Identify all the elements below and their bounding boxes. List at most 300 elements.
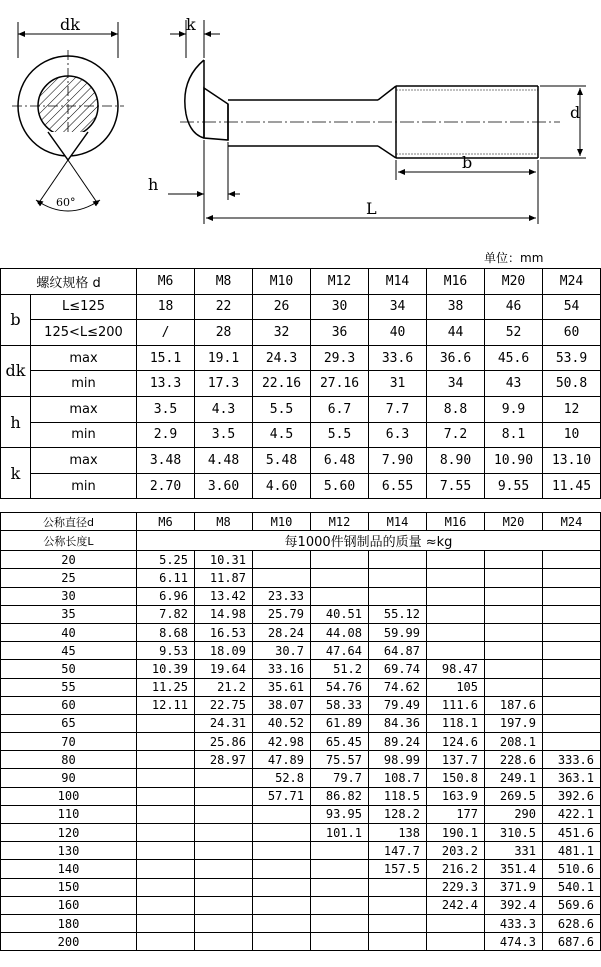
mass-value	[427, 642, 485, 660]
spec-value: 9.9	[485, 396, 543, 422]
mass-value	[137, 914, 195, 932]
mass-value	[195, 878, 253, 896]
spec-group-label: h	[1, 396, 31, 447]
spec-value: 3.60	[195, 473, 253, 499]
mass-value: 18.09	[195, 642, 253, 660]
mass-row	[1, 660, 601, 678]
spec-header-label: 螺纹规格 d	[1, 269, 137, 295]
mass-row	[1, 587, 601, 605]
mass-table	[0, 512, 601, 951]
mass-value: 118.1	[427, 714, 485, 732]
mass-value: 137.7	[427, 751, 485, 769]
spec-value: 6.7	[311, 396, 369, 422]
mass-value: 163.9	[427, 787, 485, 805]
mass-row	[1, 842, 601, 860]
mass-header-row	[1, 513, 601, 531]
mass-value: 65.45	[311, 733, 369, 751]
side-view	[168, 20, 586, 224]
spec-value: 10.90	[485, 448, 543, 474]
d-label: d	[570, 103, 581, 122]
mass-value	[543, 642, 601, 660]
mass-value: 52.8	[253, 769, 311, 787]
spec-value: 18	[137, 294, 195, 320]
spec-row	[1, 448, 601, 474]
mass-value: 25.79	[253, 605, 311, 623]
spec-value: 4.48	[195, 448, 253, 474]
spec-value: 8.8	[427, 396, 485, 422]
mass-value: 74.62	[369, 678, 427, 696]
mass-value: 86.82	[311, 787, 369, 805]
mass-value	[137, 751, 195, 769]
spec-value: 54	[543, 294, 601, 320]
spec-sub-label: min	[31, 371, 137, 397]
mass-value: 351.4	[485, 860, 543, 878]
spec-value: 12	[543, 396, 601, 422]
L-label: L	[366, 199, 377, 218]
mass-value: 21.2	[195, 678, 253, 696]
spec-value: 34	[369, 294, 427, 320]
spec-value: 7.90	[369, 448, 427, 474]
spec-row	[1, 345, 601, 371]
spec-value: 28	[195, 320, 253, 346]
mass-row	[1, 733, 601, 751]
mass-value: 138	[369, 824, 427, 842]
mass-row	[1, 824, 601, 842]
spec-sub-label: max	[31, 345, 137, 371]
size-header: M20	[485, 513, 543, 531]
mass-value	[195, 842, 253, 860]
spec-value: 30	[311, 294, 369, 320]
spec-table	[0, 268, 601, 499]
mass-value: 422.1	[543, 805, 601, 823]
mass-value	[543, 678, 601, 696]
size-header: M20	[485, 269, 543, 295]
mass-value: 249.1	[485, 769, 543, 787]
mass-value	[427, 587, 485, 605]
mass-value	[137, 733, 195, 751]
end-view	[12, 22, 124, 211]
mass-value: 451.6	[543, 824, 601, 842]
spec-row	[1, 294, 601, 320]
spec-value: 60	[543, 320, 601, 346]
mass-value: 35.61	[253, 678, 311, 696]
mass-value	[253, 933, 311, 951]
mass-value	[195, 787, 253, 805]
mass-value: 58.33	[311, 696, 369, 714]
length-value: 70	[1, 733, 137, 751]
mass-value: 333.6	[543, 751, 601, 769]
mass-caption-row	[1, 531, 601, 551]
length-label: 公称长度L	[1, 531, 137, 551]
spec-value: 43	[485, 371, 543, 397]
size-header: M16	[427, 269, 485, 295]
spec-value: 46	[485, 294, 543, 320]
mass-value	[543, 605, 601, 623]
mass-value	[195, 933, 253, 951]
mass-value: 57.71	[253, 787, 311, 805]
mass-value	[369, 569, 427, 587]
mass-value	[543, 569, 601, 587]
spec-value: 5.5	[253, 396, 311, 422]
mass-value	[137, 842, 195, 860]
mass-value: 187.6	[485, 696, 543, 714]
mass-value	[253, 824, 311, 842]
mass-value	[427, 914, 485, 932]
length-value: 110	[1, 805, 137, 823]
spec-value: /	[137, 320, 195, 346]
mass-value	[137, 787, 195, 805]
spec-value: 32	[253, 320, 311, 346]
mass-value	[427, 933, 485, 951]
mass-value: 28.97	[195, 751, 253, 769]
spec-row	[1, 320, 601, 346]
mass-value: 118.5	[369, 787, 427, 805]
spec-value: 33.6	[369, 345, 427, 371]
mass-value: 6.96	[137, 587, 195, 605]
mass-row	[1, 605, 601, 623]
mass-value: 150.8	[427, 769, 485, 787]
spec-value: 36	[311, 320, 369, 346]
spec-value: 11.45	[543, 473, 601, 499]
mass-value	[195, 824, 253, 842]
spec-value: 27.16	[311, 371, 369, 397]
length-value: 30	[1, 587, 137, 605]
mass-value	[311, 896, 369, 914]
mass-value: 108.7	[369, 769, 427, 787]
mass-value: 5.25	[137, 551, 195, 569]
mass-value: 111.6	[427, 696, 485, 714]
spec-value: 44	[427, 320, 485, 346]
mass-value: 61.89	[311, 714, 369, 732]
mass-value: 392.6	[543, 787, 601, 805]
mass-value: 9.53	[137, 642, 195, 660]
mass-value: 6.11	[137, 569, 195, 587]
spec-value: 8.1	[485, 422, 543, 448]
mass-value	[311, 569, 369, 587]
spec-value: 15.1	[137, 345, 195, 371]
mass-row	[1, 860, 601, 878]
length-value: 80	[1, 751, 137, 769]
length-value: 130	[1, 842, 137, 860]
mass-value: 42.98	[253, 733, 311, 751]
spec-value: 4.5	[253, 422, 311, 448]
spec-sub-label: max	[31, 396, 137, 422]
size-header: M24	[543, 269, 601, 295]
mass-value	[137, 933, 195, 951]
mass-value: 269.5	[485, 787, 543, 805]
spec-value: 4.3	[195, 396, 253, 422]
spec-value: 8.90	[427, 448, 485, 474]
mass-value	[195, 896, 253, 914]
mass-row	[1, 769, 601, 787]
mass-value: 12.11	[137, 696, 195, 714]
mass-value: 44.08	[311, 623, 369, 641]
mass-value: 40.52	[253, 714, 311, 732]
b-label: b	[462, 153, 473, 172]
spec-sub-label: max	[31, 448, 137, 474]
spec-value: 10	[543, 422, 601, 448]
mass-value	[543, 714, 601, 732]
mass-value: 157.5	[369, 860, 427, 878]
mass-value: 22.75	[195, 696, 253, 714]
mass-value: 392.4	[485, 896, 543, 914]
mass-value	[485, 660, 543, 678]
spec-value: 2.9	[137, 422, 195, 448]
mass-value: 433.3	[485, 914, 543, 932]
length-value: 35	[1, 605, 137, 623]
mass-value: 216.2	[427, 860, 485, 878]
mass-value: 177	[427, 805, 485, 823]
spec-value: 38	[427, 294, 485, 320]
angle-label: 60°	[56, 196, 76, 209]
mass-row	[1, 623, 601, 641]
length-value: 45	[1, 642, 137, 660]
mass-value: 8.68	[137, 623, 195, 641]
mass-value	[485, 605, 543, 623]
mass-value: 98.47	[427, 660, 485, 678]
mass-value: 687.6	[543, 933, 601, 951]
mass-value	[543, 660, 601, 678]
mass-value: 47.64	[311, 642, 369, 660]
spec-sub-label: 125<L≤200	[31, 320, 137, 346]
mass-value	[311, 878, 369, 896]
size-header: M6	[137, 513, 195, 531]
mass-value	[369, 914, 427, 932]
mass-value: 128.2	[369, 805, 427, 823]
mass-value	[485, 678, 543, 696]
length-value: 160	[1, 896, 137, 914]
mass-value: 197.9	[485, 714, 543, 732]
mass-row	[1, 551, 601, 569]
mass-value: 98.99	[369, 751, 427, 769]
mass-value: 89.24	[369, 733, 427, 751]
length-value: 65	[1, 714, 137, 732]
spec-value: 2.70	[137, 473, 195, 499]
mass-value	[485, 623, 543, 641]
mass-value: 28.24	[253, 623, 311, 641]
spec-value: 7.2	[427, 422, 485, 448]
spec-group-label: k	[1, 448, 31, 499]
mass-value	[311, 914, 369, 932]
mass-value	[195, 860, 253, 878]
mass-value: 79.49	[369, 696, 427, 714]
mass-value	[253, 914, 311, 932]
spec-value: 4.60	[253, 473, 311, 499]
mass-value	[195, 914, 253, 932]
mass-value: 23.33	[253, 587, 311, 605]
spec-value: 3.48	[137, 448, 195, 474]
size-header: M8	[195, 269, 253, 295]
spec-value: 19.1	[195, 345, 253, 371]
spec-value: 24.3	[253, 345, 311, 371]
mass-row	[1, 714, 601, 732]
length-value: 60	[1, 696, 137, 714]
mass-row	[1, 696, 601, 714]
bolt-technical-drawing	[0, 0, 601, 250]
mass-row	[1, 914, 601, 932]
mass-value	[427, 569, 485, 587]
mass-value: 147.7	[369, 842, 427, 860]
spec-sub-label: L≤125	[31, 294, 137, 320]
spec-value: 34	[427, 371, 485, 397]
mass-row	[1, 642, 601, 660]
mass-value	[137, 860, 195, 878]
spec-value: 22.16	[253, 371, 311, 397]
spec-value: 36.6	[427, 345, 485, 371]
mass-value	[137, 896, 195, 914]
mass-value: 30.7	[253, 642, 311, 660]
mass-value: 310.5	[485, 824, 543, 842]
mass-value: 19.64	[195, 660, 253, 678]
size-header: M14	[369, 513, 427, 531]
length-value: 180	[1, 914, 137, 932]
spec-value: 5.5	[311, 422, 369, 448]
mass-value: 208.1	[485, 733, 543, 751]
mass-value: 124.6	[427, 733, 485, 751]
spec-value: 13.10	[543, 448, 601, 474]
mass-value	[369, 551, 427, 569]
mass-value	[543, 733, 601, 751]
mass-value: 105	[427, 678, 485, 696]
mass-value	[253, 551, 311, 569]
mass-value	[253, 878, 311, 896]
spec-value: 31	[369, 371, 427, 397]
mass-value: 11.87	[195, 569, 253, 587]
mass-value	[311, 551, 369, 569]
mass-value: 331	[485, 842, 543, 860]
mass-value: 10.31	[195, 551, 253, 569]
mass-value: 69.74	[369, 660, 427, 678]
mass-value: 93.95	[311, 805, 369, 823]
mass-value	[369, 896, 427, 914]
mass-value: 229.3	[427, 878, 485, 896]
length-value: 150	[1, 878, 137, 896]
mass-value	[311, 933, 369, 951]
spec-value: 6.3	[369, 422, 427, 448]
spec-value: 5.60	[311, 473, 369, 499]
mass-value	[137, 878, 195, 896]
spec-row	[1, 371, 601, 397]
spec-value: 50.8	[543, 371, 601, 397]
mass-value: 228.6	[485, 751, 543, 769]
mass-value	[369, 587, 427, 605]
spec-value: 53.9	[543, 345, 601, 371]
spec-value: 45.6	[485, 345, 543, 371]
length-value: 90	[1, 769, 137, 787]
mass-row	[1, 805, 601, 823]
size-header: M10	[253, 269, 311, 295]
mass-value: 75.57	[311, 751, 369, 769]
mass-value	[253, 805, 311, 823]
mass-value: 79.7	[311, 769, 369, 787]
mass-row	[1, 896, 601, 914]
mass-value: 59.99	[369, 623, 427, 641]
mass-value	[137, 769, 195, 787]
h-label: h	[148, 175, 159, 194]
mass-value: 25.86	[195, 733, 253, 751]
mass-value	[253, 896, 311, 914]
mass-row	[1, 878, 601, 896]
size-header: M12	[311, 269, 369, 295]
mass-value: 51.2	[311, 660, 369, 678]
spec-value: 7.55	[427, 473, 485, 499]
mass-value: 47.89	[253, 751, 311, 769]
mass-value	[485, 569, 543, 587]
mass-value	[543, 623, 601, 641]
mass-value	[543, 551, 601, 569]
mass-value	[543, 587, 601, 605]
mass-value	[137, 824, 195, 842]
mass-value	[253, 860, 311, 878]
mass-value: 540.1	[543, 878, 601, 896]
mass-value: 40.51	[311, 605, 369, 623]
mass-value: 363.1	[543, 769, 601, 787]
unit-label: 单位：mm	[484, 251, 544, 265]
mass-value: 38.07	[253, 696, 311, 714]
mass-value	[137, 714, 195, 732]
mass-value	[253, 842, 311, 860]
mass-value	[311, 860, 369, 878]
mass-value	[369, 933, 427, 951]
mass-value	[485, 587, 543, 605]
mass-value: 14.98	[195, 605, 253, 623]
spec-value: 13.3	[137, 371, 195, 397]
spec-value: 5.48	[253, 448, 311, 474]
mass-value: 33.16	[253, 660, 311, 678]
spec-sub-label: min	[31, 473, 137, 499]
size-header: M10	[253, 513, 311, 531]
length-value: 200	[1, 933, 137, 951]
mass-row	[1, 787, 601, 805]
spec-value: 3.5	[195, 422, 253, 448]
spec-value: 29.3	[311, 345, 369, 371]
length-value: 20	[1, 551, 137, 569]
length-value: 55	[1, 678, 137, 696]
mass-value	[369, 878, 427, 896]
mass-value: 11.25	[137, 678, 195, 696]
spec-value: 52	[485, 320, 543, 346]
mass-value: 203.2	[427, 842, 485, 860]
mass-value: 10.39	[137, 660, 195, 678]
dk-label: dk	[60, 15, 80, 34]
length-value: 100	[1, 787, 137, 805]
mass-value: 371.9	[485, 878, 543, 896]
mass-value: 7.82	[137, 605, 195, 623]
size-header: M24	[543, 513, 601, 531]
mass-value	[427, 623, 485, 641]
spec-row	[1, 473, 601, 499]
mass-value: 242.4	[427, 896, 485, 914]
spec-value: 40	[369, 320, 427, 346]
mass-value: 481.1	[543, 842, 601, 860]
mass-value: 64.87	[369, 642, 427, 660]
mass-value	[195, 805, 253, 823]
spec-row	[1, 422, 601, 448]
mass-value	[253, 569, 311, 587]
mass-value	[311, 842, 369, 860]
length-value: 25	[1, 569, 137, 587]
mass-value: 54.76	[311, 678, 369, 696]
mass-value	[137, 805, 195, 823]
mass-value	[311, 587, 369, 605]
k-label: k	[186, 15, 196, 34]
length-value: 50	[1, 660, 137, 678]
size-header: M14	[369, 269, 427, 295]
mass-value: 24.31	[195, 714, 253, 732]
length-value: 40	[1, 623, 137, 641]
spec-value: 6.55	[369, 473, 427, 499]
mass-value	[427, 551, 485, 569]
